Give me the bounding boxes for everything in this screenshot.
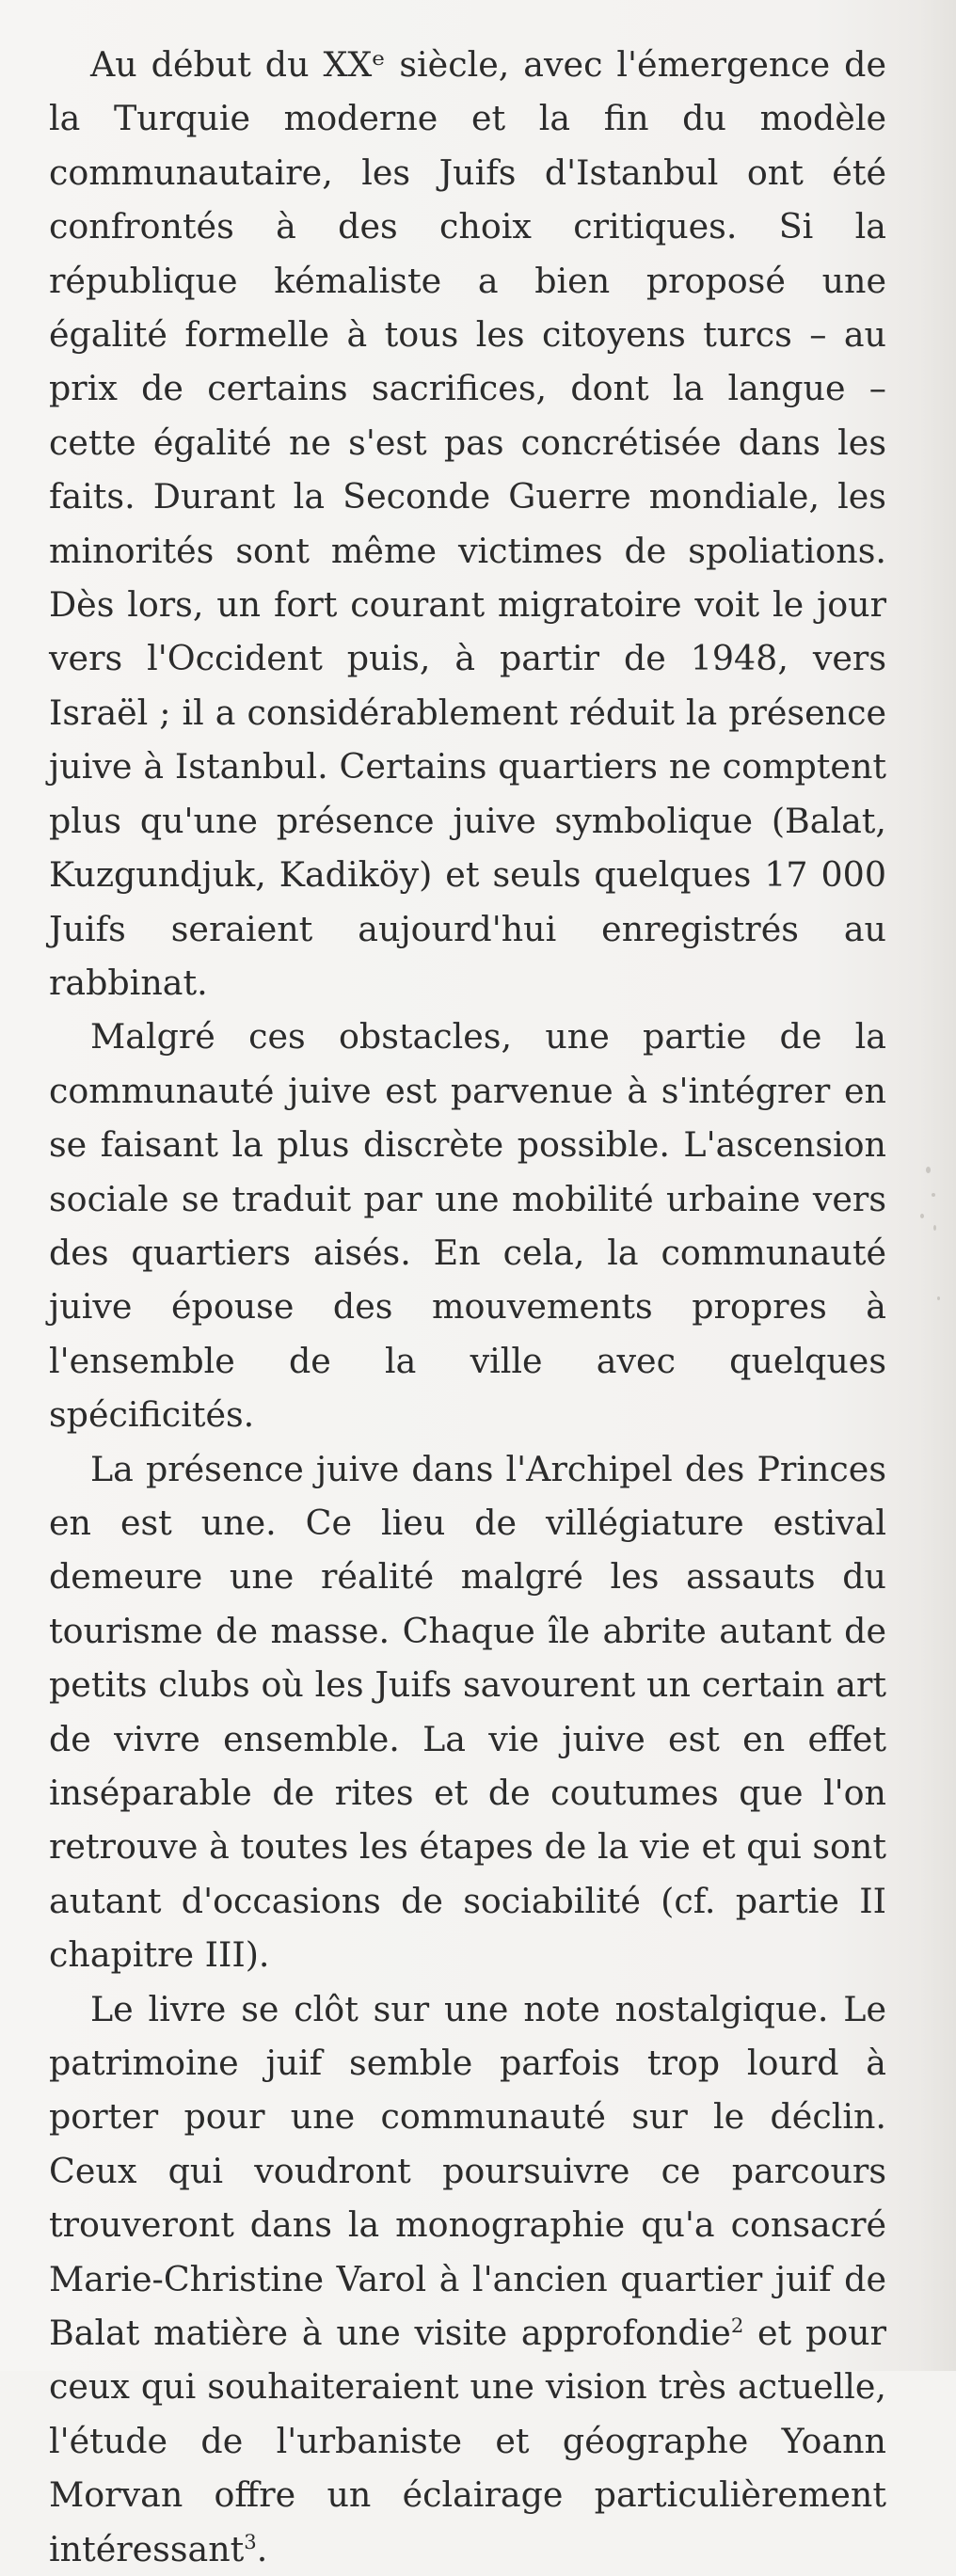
paper-speck (933, 1225, 936, 1231)
paragraph-4-part-1: Le livre se clôt sur une note nostalgique. Le patrimoine juif semble parfois trop lourd à porter pour une communauté sur le déclin. Ceux qui voudront poursuivre ce parcours trouveront dans la monographie qu'a consacré Marie-Christine Varol à l'ancien quartier juif de Balat matière à une visite approfondie (49, 1988, 886, 2354)
paragraph-3: La présence juive dans l'Archipel des Princes en est une. Ce lieu de villégiature estival demeure une réalité malgré les assauts du tourisme de masse. Chaque île abrite autant de petits clubs où les Juifs savourent un certain art de vivre ensemble. La vie juive est en effet inséparable de rites et de coutumes que l'on retrouve à toutes les étapes de la vie et qui sont autant d'occasions de sociabilité (cf. partie II chapitre III). (49, 1448, 886, 1976)
paragraph-4 (49, 1982, 886, 2576)
paper-speck (937, 1296, 940, 1300)
paper-speck (920, 1214, 924, 1218)
paragraph-4-end: . (256, 2528, 268, 2569)
paper-speck (932, 1193, 935, 1197)
footnote-ref-2: 2 (730, 2313, 744, 2337)
paragraph-2: Malgré ces obstacles, une partie de la communauté juive est parvenue à s'intégrer en se faisant la plus discrète possible. L'ascension sociale se traduit par une mobilité urbaine vers des quartiers aisés. En cela, la communauté juive épouse des mouvements propres à l'ensemble de la ville avec quelques spécificités. (49, 1016, 886, 1436)
paragraph-1: Au début du XXᵉ siècle, avec l'émergence de la Turquie moderne et la fin du modèle communautaire, les Juifs d'Istanbul ont été confrontés à des choix critiques. Si la république kémaliste a bien proposé une égalité formelle à tous les citoyens turcs – au prix de certains sacrifices, dont la langue – cette égalité ne s'est pas concrétisée dans les faits. Durant la Seconde Guerre mondiale, les minorités sont même victimes de spoliations. Dès lors, un fort courant migratoire voit le jour vers l'Occident puis, à partir de 1948, vers Israël ; il a considérablement réduit la présence juive à Istanbul. Certains quartiers ne comptent plus qu'une présence juive symbolique (Balat, Kuzgundjuk, Kadiköy) et seuls quelques 17 000 Juifs seraient aujourd'hui enregistrés au rabbinat. (49, 44, 886, 1003)
body-text (49, 38, 886, 2576)
paper-speck (926, 1167, 931, 1173)
paragraph-4-part-2: et pour ceux qui souhaiteraient une vision très actuelle, l'étude de l'urbaniste et géographe Yoann Morvan offre un éclairage particulièrement intéressant (49, 2313, 886, 2569)
footnote-ref-3: 3 (244, 2529, 257, 2553)
